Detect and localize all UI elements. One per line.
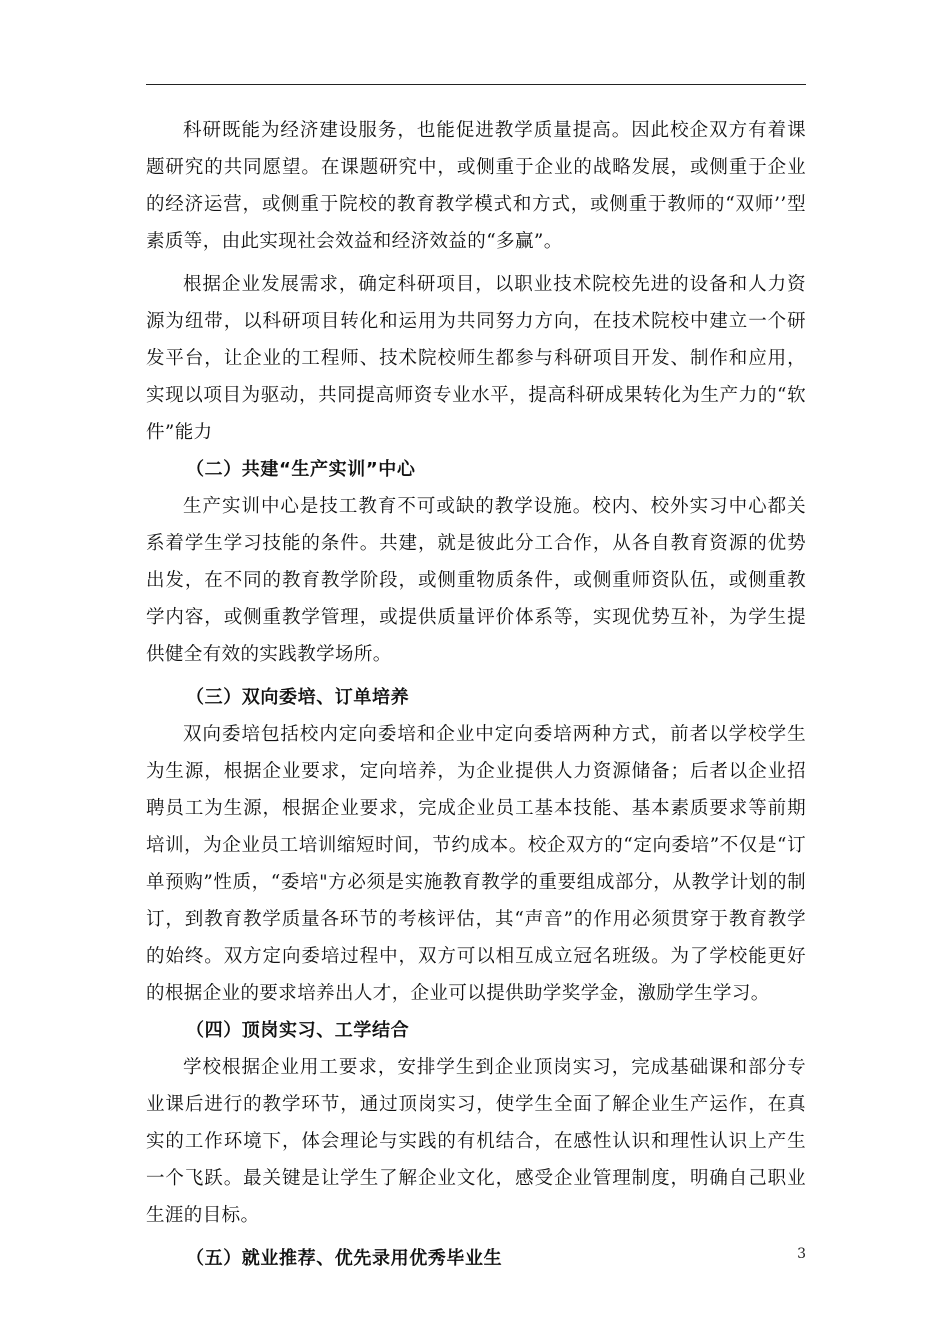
section-heading-internship: （四）顶岗实习、工学结合 xyxy=(186,1020,410,1041)
paragraph-research: 科研既能为经济建设服务，也能促进教学质量提高。因此校企双方有着课题研究的共同愿望。在课题研究中，或侧重于企业的战略发展，或侧重于企业的经济运营，或侧重于院校的教育教学模式和方式，或侧重于教师的“双师’’型素质等，由此实现社会效益和经济效益的“多赢”。 xyxy=(146,120,806,252)
paragraph-internship: 学校根据企业用工要求，安排学生到企业顶岗实习，完成基础课和部分专业课后进行的教学环节，通过顶岗实习，使学生全面了解企业生产运作，在真实的工作环境下，体会理论与实践的有机结合，在感性认识和理性认识上产生一个飞跃。最关键是让学生了解企业文化，感受企业管理制度，明确自己职业生涯的目标。 xyxy=(146,1057,806,1226)
section-heading-employment: （五）就业推荐、优先录用优秀毕业生 xyxy=(186,1248,503,1269)
section-heading-order-training: （三）双向委培、订单培养 xyxy=(186,687,410,708)
page-number: 3 xyxy=(797,1246,806,1262)
document-body xyxy=(146,112,806,1277)
header-rule xyxy=(146,84,806,85)
paragraph-research-platform: 根据企业发展需求，确定科研项目，以职业技术院校先进的设备和人力资源为纽带，以科研项目转化和运用为共同努力方向，在技术院校中建立一个研发平台，让企业的工程师、技术院校师生都参与科研项目开发、制作和应用，实现以项目为驱动，共同提高师资专业水平，提高科研成果转化为生产力的“软件”能力 xyxy=(146,274,806,443)
section-heading-training-center: （二）共建“生产实训”中心 xyxy=(186,459,416,480)
paragraph-order-training: 双向委培包括校内定向委培和企业中定向委培两种方式，前者以学校学生为生源，根据企业要求，定向培养，为企业提供人力资源储备；后者以企业招聘员工为生源，根据企业要求，完成企业员工基本技能、基本素质要求等前期培训，为企业员工培训缩短时间，节约成本。校企双方的“定向委培”不仅是“订单预购”性质，“委培"方必须是实施教育教学的重要组成部分，从教学计划的制订，到教育教学质量各环节的考核评估，其“声音”的作用必须贯穿于教育教学的始终。双方定向委培过程中，双方可以相互成立冠名班级。为了学校能更好的根据企业的要求培养出人才，企业可以提供助学奖学金，激励学生学习。 xyxy=(146,724,806,1004)
paragraph-training-center: 生产实训中心是技工教育不可或缺的教学设施。校内、校外实习中心都关系着学生学习技能的条件。共建，就是彼此分工合作，从各自教育资源的优势出发，在不同的教育教学阶段，或侧重物质条件，或侧重师资队伍，或侧重教学内容，或侧重教学管理，或提供质量评价体系等，实现优势互补，为学生提供健全有效的实践教学场所。 xyxy=(146,496,806,665)
